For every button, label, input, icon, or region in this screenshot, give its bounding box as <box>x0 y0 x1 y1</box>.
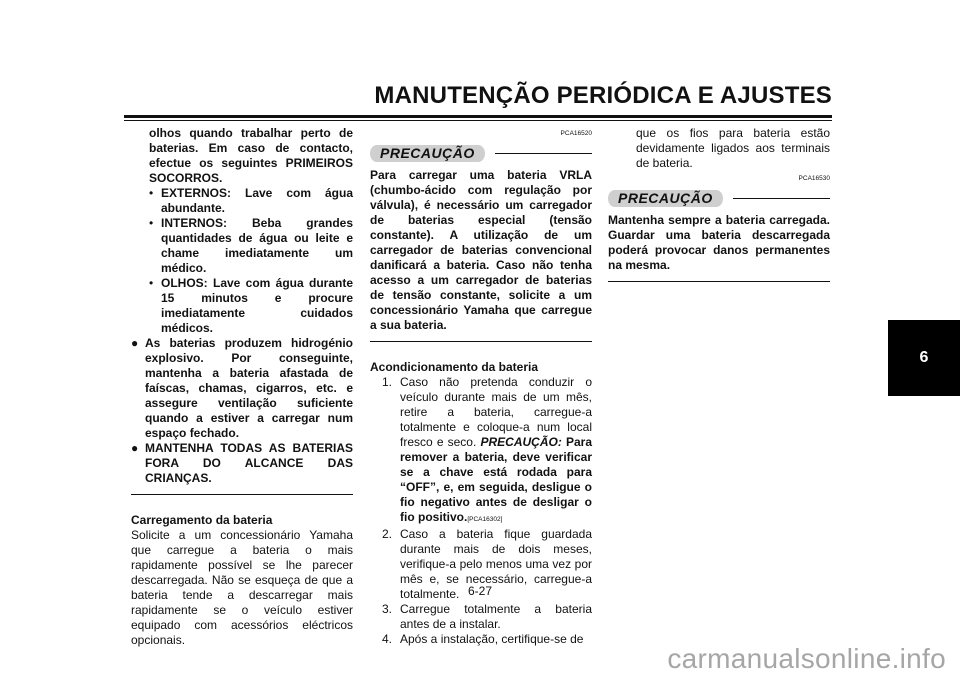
inline-code: [PCA16302] <box>467 516 503 523</box>
section-heading: Acondicionamento da bateria <box>370 360 539 374</box>
inline-caution-text: Para remover a bateria, deve verificar se a chave está rodada para “OFF”, e, em seguida, desligue o fio negativo antes de desligar o fio positivo. <box>400 435 593 524</box>
bullet-icon: ● <box>131 336 139 350</box>
caution-end-rule <box>608 281 830 282</box>
dot-icon: • <box>149 216 154 230</box>
first-aid-list <box>131 186 353 336</box>
page-number: 6-27 <box>467 584 493 598</box>
inline-caution-label: PRECAUÇÃO: <box>480 435 562 449</box>
bullet-icon: ● <box>131 441 139 455</box>
first-aid-item: • INTERNOS: Beba grandes quantidades de água ou leite e chame imediatamente um médico. <box>149 216 353 275</box>
warning-bullet: ● As baterias produzem hidrogénio explosivo. Por conseguinte, mantenha a bateria afastada de faíscas, chamas, cigarros, etc. e assegure ventilação suficiente quando a estiver a carregar num espaço fechado. <box>131 336 353 440</box>
watermark: carmanualsonline.info <box>667 643 946 674</box>
warning-end-rule <box>131 494 353 495</box>
list-item: 2. Caso a bateria fique guardada durante mais de dois meses, verifique-a pelo menos uma vez por mês e, se necessário, carregue-a totalmente. <box>382 527 592 601</box>
column-2 <box>370 126 592 647</box>
page-title: MANUTENÇÃO PERIÓDICA E AJUSTES <box>374 82 832 109</box>
dot-icon: • <box>149 276 154 290</box>
caution-header <box>608 190 830 207</box>
caution-line <box>495 153 592 154</box>
first-aid-item: • EXTERNOS: Lave com água abundante. <box>149 186 353 215</box>
column-1 <box>131 126 353 648</box>
list-item: 4. Após a instalação, certifique-se de <box>382 632 584 646</box>
first-aid-item: • OLHOS: Lave com água durante 15 minutos e procure imediatamente cuidados médicos. <box>149 276 353 335</box>
section-body: Solicite a um concessionário Yamaha que carregue a bateria o mais rapidamente possível se lhe parecer descarregada. Não se esqueça de que a bateria tende a descarregar mais rapidamente se o veículo estiver equipado com acessórios eléctricos opcionais. <box>131 528 353 647</box>
warning-bullet: ● MANTENHA TODAS AS BATERIAS FORA DO ALCANCE DAS CRIANÇAS. <box>131 441 353 485</box>
warning-continuation: olhos quando trabalhar perto de baterias. Em caso de contacto, efectue os seguintes PRIMEIROS SOCORROS. <box>149 126 353 185</box>
caution-text: Mantenha sempre a bateria carregada. Guardar uma bateria descarregada poderá provocar danos permanentes na mesma. <box>608 213 830 272</box>
section-heading: Carregamento da bateria <box>131 513 273 527</box>
dot-icon: • <box>149 186 154 200</box>
chapter-tab[interactable]: 6 <box>888 320 960 396</box>
reference-code: PCA16530 <box>798 175 830 182</box>
caution-header <box>370 145 592 162</box>
title-rule-thin <box>124 120 832 121</box>
reference-code: PCA16520 <box>560 130 592 137</box>
list-item: 1. Caso não pretenda conduzir o veículo durante mais de um mês, retire a bateria, carregue-a totalmente e coloque-a num local fresco e seco. PRECAUÇÃO: Para remover a bateria, deve verificar se a chave está rodada para “OFF”, e, em seguida, desligue o fio negativo antes de desligar o fio positivo.[PCA16302] <box>382 375 593 524</box>
list-item: 3. Carregue totalmente a bateria antes de a instalar. <box>382 602 592 631</box>
title-rule <box>124 115 832 118</box>
column-3 <box>608 126 830 290</box>
caution-line <box>733 198 830 199</box>
caution-badge: PRECAUÇÃO <box>608 190 723 207</box>
list-continuation: que os fios para bateria estão devidamente ligados aos terminais de bateria. <box>636 126 830 170</box>
item-text: Caso não pretenda conduzir o veículo durante mais de um mês, retire a bateria, carregue-a totalmente e coloque-a num local fresco e seco. <box>400 375 592 449</box>
caution-text: Para carregar uma bateria VRLA (chumbo-ácido com regulação por válvula), é necessário um carregador de baterias especial (tensão constante). A utilização de um carregador de baterias convencional danificará a bateria. Caso não tenha acesso a um carregador de baterias de tensão constante, solicite a um concessionário Yamaha que carregue a sua bateria. <box>370 168 592 332</box>
caution-end-rule <box>370 341 592 342</box>
caution-badge: PRECAUÇÃO <box>370 145 485 162</box>
